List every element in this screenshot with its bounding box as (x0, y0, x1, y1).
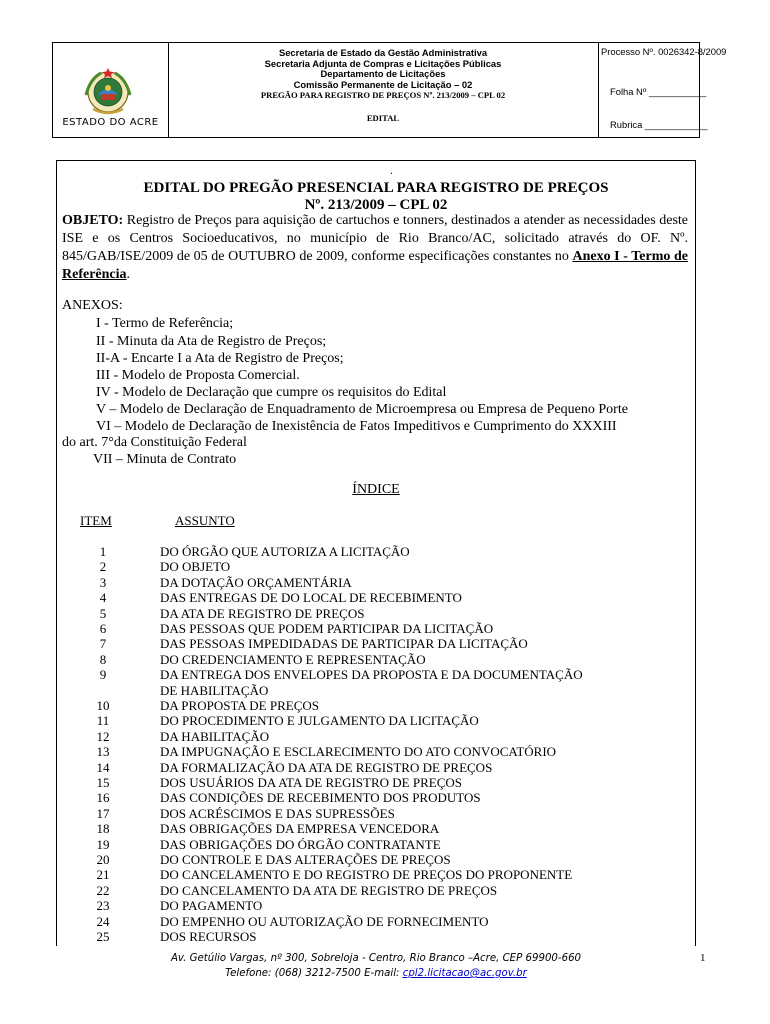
anexo-item: VI – Modelo de Declaração de Inexistência de Fatos Impeditivos e Cumprimento do XXXIII (96, 419, 617, 434)
stray-dot: . (390, 163, 393, 177)
header-line-adjunta: Secretaria Adjunta de Compras e Licitações Públicas (264, 57, 502, 69)
index-item-subject: DOS RECURSOS (160, 929, 257, 944)
index-item-subject: DA IMPUGNAÇÃO E ESCLARECIMENTO DO ATO CONVOCATÓRIO (160, 744, 557, 760)
index-item-subject: DO ÓRGÃO QUE AUTORIZA A LICITAÇÃO (160, 544, 410, 559)
header-line-comissao: Comissão Permanente de Licitação – 02 (293, 78, 473, 90)
index-item-subject: DO OBJETO (160, 559, 231, 575)
anexo-item-continuation: do art. 7°da Constituição Federal (62, 435, 247, 450)
anexo-item: II - Minuta da Ata de Registro de Preços; (96, 334, 327, 349)
index-item-number: 19 (96, 836, 110, 852)
index-item-subject: DA ATA DE REGISTRO DE PREÇOS (160, 605, 365, 621)
header-line-secretaria: Secretaria de Estado da Gestão Administrativa (278, 47, 488, 58)
index-item-number: 25 (96, 929, 110, 944)
index-item-subject: DO PAGAMENTO (160, 898, 263, 914)
index-item-subject: DA HABILITAÇÃO (160, 728, 270, 744)
index-item-number: 17 (96, 805, 110, 821)
index-item-subject: DA ENTREGA DOS ENVELOPES DA PROPOSTA E DA DOCUMENTAÇÃO (160, 667, 583, 683)
processo-number: Processo Nº. 0026342-8/2009 (601, 46, 727, 57)
index-item-number: 6 (99, 621, 107, 636)
index-item-subject: DOS ACRÉSCIMOS E DAS SUPRESSÕES (160, 805, 395, 821)
index-item-number: 24 (96, 913, 110, 929)
index-item-number: 18 (96, 821, 110, 837)
index-item-subject: DAS OBRIGAÇÕES DO ÓRGÃO CONTRATANTE (160, 836, 441, 852)
index-item-number: 20 (96, 852, 110, 867)
index-item-subject: DA PROPOSTA DE PREÇOS (160, 698, 319, 713)
anexo-item: III - Modelo de Proposta Comercial. (96, 368, 300, 383)
folha-field: Folha Nº ___________ (610, 86, 707, 97)
index-item-number: 23 (96, 898, 110, 914)
index-item-number: 22 (96, 882, 110, 898)
page-number: 1 (700, 952, 706, 964)
header-line-departamento: Departamento de Licitações (320, 68, 446, 80)
document-title: EDITAL DO PREGÃO PRESENCIAL PARA REGISTRO DE PREÇOS (143, 180, 609, 196)
index-item-subject: DO CONTROLE E DAS ALTERAÇÕES DE PREÇOS (160, 852, 451, 867)
index-item-number: 8 (99, 651, 107, 667)
header-edital-label: EDITAL (366, 113, 400, 123)
index-item-subject: DAS ENTREGAS DE DO LOCAL DE RECEBIMENTO (160, 590, 462, 606)
index-item-number: 3 (99, 574, 107, 590)
index-item-subject: DA FORMALIZAÇÃO DA ATA DE REGISTRO DE PREÇOS (160, 759, 493, 775)
index-item-subject: DO CANCELAMENTO DA ATA DE REGISTRO DE PREÇOS (160, 882, 498, 898)
index-item-number: 13 (96, 744, 110, 760)
index-item-subject: DO EMPENHO OU AUTORIZAÇÃO DE FORNECIMENTO (160, 913, 489, 929)
index-item-subject: DAS PESSOAS IMPEDIDADAS DE PARTICIPAR DA LICITAÇÃO (160, 636, 528, 652)
footer-contact (52, 967, 700, 981)
header-process-cell (598, 43, 727, 137)
header-emblem-cell (53, 43, 169, 137)
rubrica-field: Rubrica ____________ (610, 119, 708, 130)
index-item-subject: DO CANCELAMENTO E DO REGISTRO DE PREÇOS DO PROPONENTE (160, 867, 573, 883)
anexo-item: VII – Minuta de Contrato (93, 452, 237, 467)
index-item-subject: DE HABILITAÇÃO (160, 682, 269, 698)
header-line-pregao: PREGÃO PARA REGISTRO DE PREÇOS Nº. 213/2009 – CPL 02 (260, 90, 506, 101)
column-header-item: ITEM (80, 513, 112, 528)
column-header-assunto: ASSUNTO (175, 513, 235, 528)
index-item-number: 7 (99, 636, 107, 652)
index-item-subject: DAS PESSOAS QUE PODEM PARTICIPAR DA LICITAÇÃO (160, 621, 494, 636)
index-item-number: 2 (99, 559, 107, 575)
footer-phone: Telefone: (068) 3212-7500 E-mail: (225, 968, 403, 979)
index-item-subject: DO PROCEDIMENTO E JULGAMENTO DA LICITAÇÃO (160, 713, 479, 729)
index-item-subject: DAS CONDIÇÕES DE RECEBIMENTO DOS PRODUTOS (160, 790, 481, 806)
index-item-number: 21 (96, 867, 110, 883)
objeto-annex-reference: Anexo I - Termo de Referência (62, 249, 688, 282)
footer-email-link[interactable]: cpl2.licitacao@ac.gov.br (402, 968, 527, 979)
index-item-subject: DAS OBRIGAÇÕES DA EMPRESA VENCEDORA (160, 821, 440, 837)
objeto-label: OBJETO: (62, 213, 124, 228)
anexo-item: V – Modelo de Declaração de Enquadramento de Microempresa ou Empresa de Pequeno Porte (96, 402, 628, 417)
objeto-end: . (126, 267, 131, 282)
anexo-item: II-A - Encarte I a Ata de Registro de Preços; (96, 351, 344, 366)
index-item-subject: DOS USUÁRIOS DA ATA DE REGISTRO DE PREÇOS (160, 775, 462, 790)
document-subtitle: Nº. 213/2009 – CPL 02 (304, 197, 448, 213)
index-item-number: 16 (96, 790, 110, 806)
index-item-number: 9 (99, 667, 107, 683)
index-item-subject: DA DOTAÇÃO ORÇAMENTÁRIA (160, 574, 352, 590)
index-item-number: 4 (99, 590, 107, 606)
acre-seal-icon (81, 65, 135, 119)
index-item-number: 10 (96, 698, 110, 713)
objeto-text: Registro de Preços para aquisição de cartuchos e tonners, destinados a atender as necessidades deste ISE e os Centros Socioeducativos, no município de Rio Branco/AC, solicitado através do OF. Nº. 845/GAB/ISE/2009 de 05 de OUTUBRO de 2009, conforme especificações constantes no (62, 213, 688, 264)
index-item-number: 11 (96, 713, 110, 729)
anexos-title: ANEXOS: (62, 298, 123, 313)
state-label: ESTADO DO ACRE (62, 117, 159, 128)
indice-title: ÍNDICE (352, 482, 400, 497)
anexo-item: IV - Modelo de Declaração que cumpre os requisitos do Edital (96, 385, 447, 400)
index-item-number: 12 (96, 728, 110, 744)
anexo-item: I - Termo de Referência; (96, 316, 234, 331)
index-item-number: 14 (96, 759, 110, 775)
document-header (52, 42, 727, 138)
index-item-subject: DO CREDENCIAMENTO E REPRESENTAÇÃO (160, 651, 426, 667)
index-item-number: 15 (96, 775, 110, 790)
footer-address: Av. Getúlio Vargas, nº 300, Sobreloja - Centro, Rio Branco –Acre, CEP 69900-660 (170, 953, 582, 964)
index-item-number: 1 (99, 544, 107, 559)
objeto-paragraph (62, 212, 688, 284)
header-title-cell (168, 43, 599, 137)
index-item-number: 5 (99, 605, 107, 621)
